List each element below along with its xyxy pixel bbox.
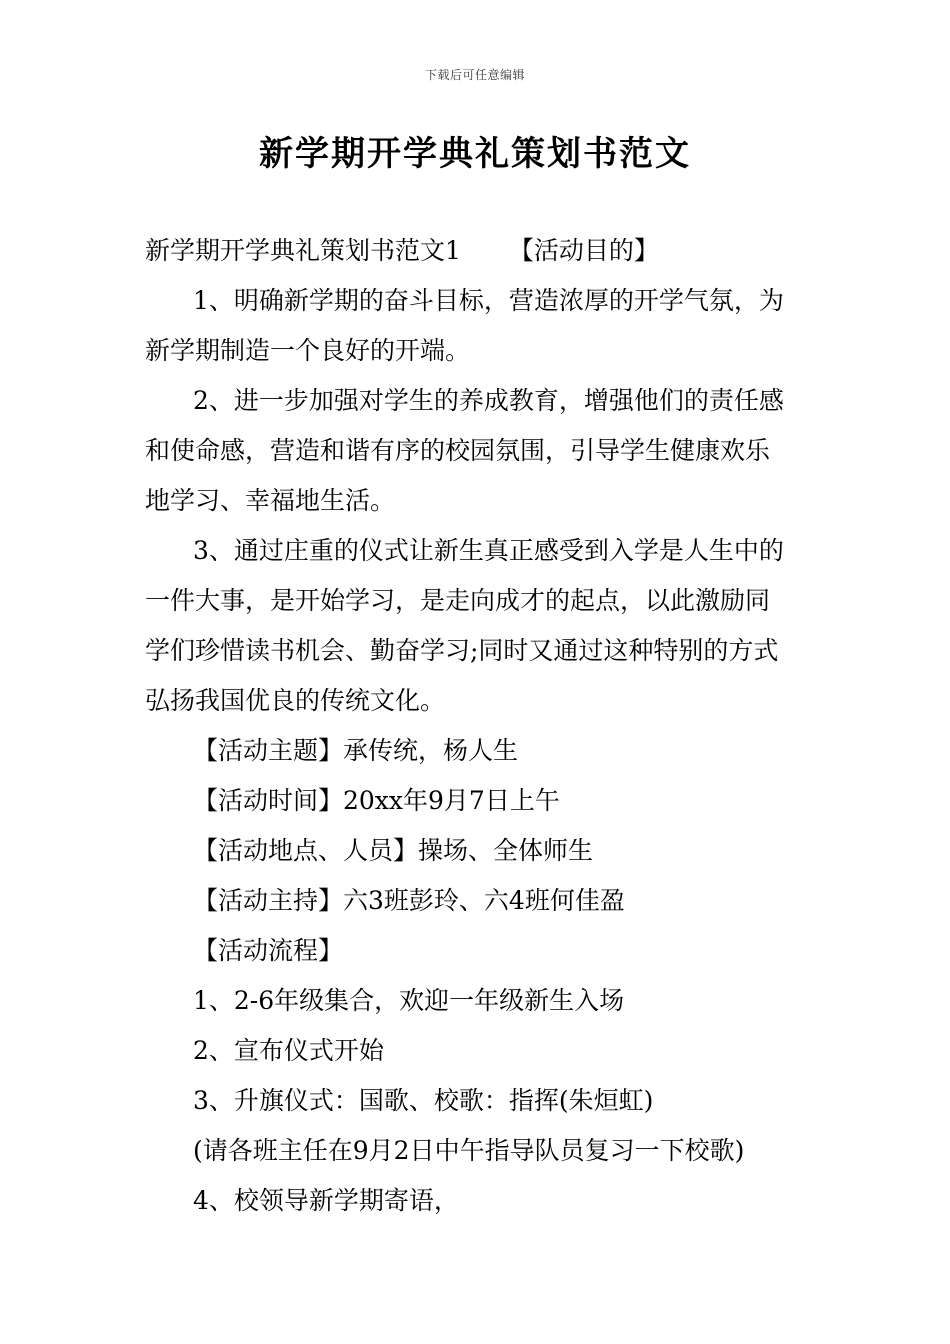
process-step: 4、校领导新学期寄语， <box>193 1186 459 1215</box>
paragraph-line: 新学期制造一个良好的开端。 <box>145 336 471 365</box>
paragraph-line: 一件大事，是开始学习，是走向成才的起点，以此激励同 <box>145 586 771 615</box>
intro-line <box>145 226 810 276</box>
activity-location: 【活动地点、人员】操场、全体师生 <box>193 836 594 865</box>
process-step: 3、升旗仪式：国歌、校歌：指挥(朱烜虹) <box>193 1086 654 1115</box>
paragraph-line: 学们珍惜读书机会、勤奋学习;同时又通过这种特别的方式 <box>145 636 779 665</box>
process-step: 1、2-6年级集合，欢迎一年级新生入场 <box>193 986 625 1015</box>
intro-heading: 新学期开学典礼策划书范文1 <box>145 236 461 265</box>
paragraph-line: 2、进一步加强对学生的养成教育，增强他们的责任感 <box>193 386 784 415</box>
activity-time: 【活动时间】20xx年9月7日上午 <box>193 786 560 815</box>
paragraph-line: 3、通过庄重的仪式让新生真正感受到入学是人生中的 <box>193 536 784 565</box>
document-body <box>145 226 810 1226</box>
process-step: 2、宣布仪式开始 <box>193 1036 384 1065</box>
process-note: (请各班主任在9月2日中午指导队员复习一下校歌) <box>193 1136 745 1165</box>
activity-process-heading: 【活动流程】 <box>193 936 344 965</box>
section-purpose-heading: 【活动目的】 <box>508 236 659 265</box>
paragraph-line: 和使命感，营造和谐有序的校园氛围，引导学生健康欢乐 <box>145 436 771 465</box>
paragraph-line: 地学习、幸福地生活。 <box>145 486 396 515</box>
activity-theme: 【活动主题】承传统，杨人生 <box>193 736 519 765</box>
header-note: 下载后可任意编辑 <box>424 68 525 82</box>
paragraph-line: 弘扬我国优良的传统文化。 <box>145 686 446 715</box>
document-title: 新学期开学典礼策划书范文 <box>259 134 691 174</box>
paragraph-line: 1、明确新学期的奋斗目标，营造浓厚的开学气氛，为 <box>193 286 784 315</box>
activity-host: 【活动主持】六3班彭玲、六4班何佳盈 <box>193 886 625 915</box>
